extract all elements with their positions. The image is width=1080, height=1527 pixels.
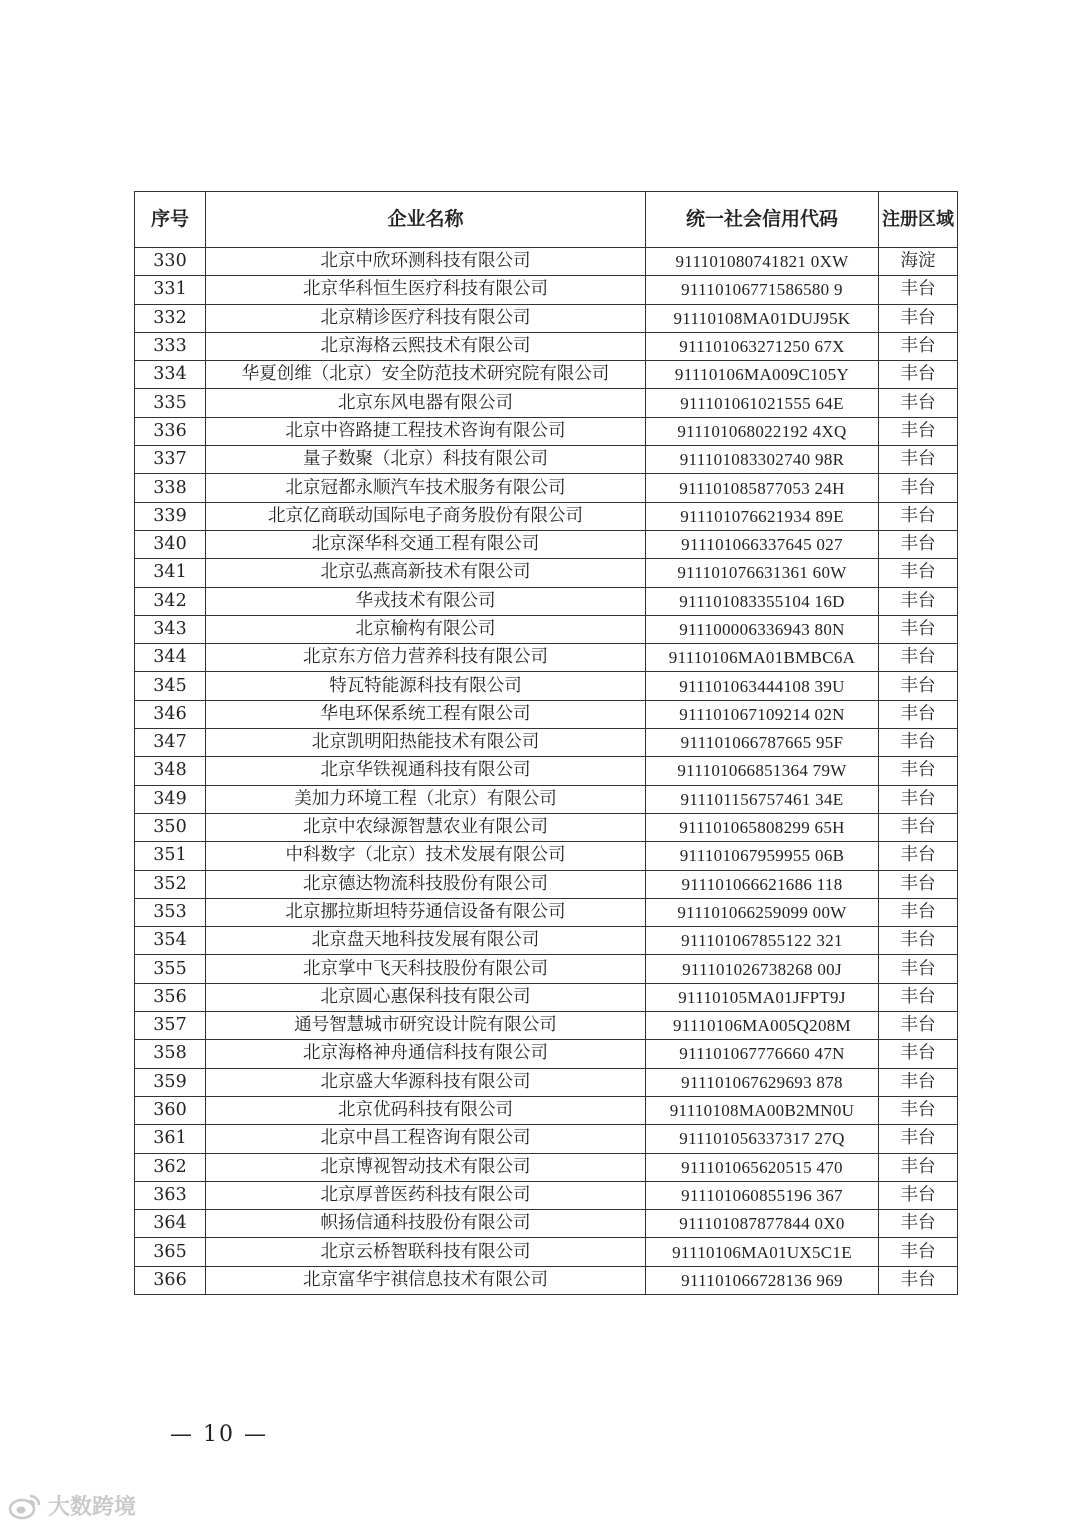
cell-credit-code: 911101066259099 00W — [646, 898, 879, 926]
cell-region: 海淀 — [879, 248, 958, 276]
table-row — [135, 785, 958, 813]
cell-region: 丰台 — [879, 304, 958, 332]
cell-credit-code: 911101065620515 470 — [646, 1153, 879, 1181]
cell-index: 345 — [135, 672, 206, 700]
cell-credit-code: 911101056337317 27Q — [646, 1125, 879, 1153]
table-row — [135, 1068, 958, 1096]
cell-credit-code: 911101060855196 367 — [646, 1181, 879, 1209]
cell-region: 丰台 — [879, 587, 958, 615]
cell-index: 338 — [135, 474, 206, 502]
cell-company-name: 北京中农绿源智慧农业有限公司 — [206, 813, 646, 841]
cell-region: 丰台 — [879, 813, 958, 841]
cell-index: 333 — [135, 332, 206, 360]
cell-credit-code: 911101066728136 969 — [646, 1266, 879, 1294]
cell-company-name: 北京圆心惠保科技有限公司 — [206, 983, 646, 1011]
cell-index: 354 — [135, 927, 206, 955]
cell-index: 358 — [135, 1040, 206, 1068]
cell-credit-code: 91110105MA01JFPT9J — [646, 983, 879, 1011]
cell-company-name: 北京冠都永顺汽车技术服务有限公司 — [206, 474, 646, 502]
cell-region: 丰台 — [879, 785, 958, 813]
cell-credit-code: 911101066787665 95F — [646, 729, 879, 757]
cell-index: 351 — [135, 842, 206, 870]
cell-credit-code: 91110106MA01BMBC6A — [646, 644, 879, 672]
cell-credit-code: 91110108MA00B2MN0U — [646, 1096, 879, 1124]
table-row — [135, 1153, 958, 1181]
cell-company-name: 北京云桥智联科技有限公司 — [206, 1238, 646, 1266]
table-row — [135, 672, 958, 700]
table-row — [135, 615, 958, 643]
cell-company-name: 华电环保系统工程有限公司 — [206, 700, 646, 728]
cell-index: 359 — [135, 1068, 206, 1096]
table-row — [135, 1012, 958, 1040]
cell-region: 丰台 — [879, 955, 958, 983]
cell-company-name: 华夏创维（北京）安全防范技术研究院有限公司 — [206, 361, 646, 389]
cell-company-name: 美加力环境工程（北京）有限公司 — [206, 785, 646, 813]
table-row — [135, 502, 958, 530]
cell-credit-code: 911101156757461 34E — [646, 785, 879, 813]
cell-region: 丰台 — [879, 389, 958, 417]
cell-index: 352 — [135, 870, 206, 898]
cell-company-name: 北京精诊医疗科技有限公司 — [206, 304, 646, 332]
cell-region: 丰台 — [879, 927, 958, 955]
cell-credit-code: 911101087877844 0X0 — [646, 1210, 879, 1238]
cell-index: 344 — [135, 644, 206, 672]
cell-region: 丰台 — [879, 644, 958, 672]
cell-index: 346 — [135, 700, 206, 728]
table-row — [135, 530, 958, 558]
cell-region: 丰台 — [879, 1210, 958, 1238]
cell-company-name: 北京东风电器有限公司 — [206, 389, 646, 417]
cell-company-name: 北京弘燕高新技术有限公司 — [206, 559, 646, 587]
table-row — [135, 417, 958, 445]
table-row — [135, 474, 958, 502]
cell-index: 336 — [135, 417, 206, 445]
cell-credit-code: 911101068022192 4XQ — [646, 417, 879, 445]
cell-credit-code: 911101080741821 0XW — [646, 248, 879, 276]
watermark — [8, 1490, 136, 1521]
cell-credit-code: 911101066851364 79W — [646, 757, 879, 785]
table-row — [135, 559, 958, 587]
cell-index: 357 — [135, 1012, 206, 1040]
cell-company-name: 北京海格神舟通信科技有限公司 — [206, 1040, 646, 1068]
table-row — [135, 700, 958, 728]
header-row — [135, 192, 958, 248]
cell-company-name: 北京博视智动技术有限公司 — [206, 1153, 646, 1181]
cell-company-name: 北京掌中飞天科技股份有限公司 — [206, 955, 646, 983]
cell-index: 334 — [135, 361, 206, 389]
enterprise-table — [134, 191, 958, 1295]
cell-index: 363 — [135, 1181, 206, 1209]
cell-company-name: 北京海格云熙技术有限公司 — [206, 332, 646, 360]
cell-region: 丰台 — [879, 983, 958, 1011]
cell-credit-code: 911101067776660 47N — [646, 1040, 879, 1068]
cell-index: 340 — [135, 530, 206, 558]
cell-credit-code: 911101063444108 39U — [646, 672, 879, 700]
cell-region: 丰台 — [879, 870, 958, 898]
table-row — [135, 446, 958, 474]
page-number: — 10 — — [170, 1422, 268, 1447]
cell-company-name: 北京盘天地科技发展有限公司 — [206, 927, 646, 955]
cell-index: 349 — [135, 785, 206, 813]
cell-company-name: 北京中咨路捷工程技术咨询有限公司 — [206, 417, 646, 445]
table-row — [135, 870, 958, 898]
table-row — [135, 757, 958, 785]
cell-index: 332 — [135, 304, 206, 332]
table-row — [135, 1181, 958, 1209]
weibo-logo-icon — [8, 1492, 42, 1520]
cell-region: 丰台 — [879, 1181, 958, 1209]
cell-company-name: 通号智慧城市研究设计院有限公司 — [206, 1012, 646, 1040]
table-row — [135, 927, 958, 955]
cell-index: 365 — [135, 1238, 206, 1266]
cell-company-name: 北京东方倍力营养科技有限公司 — [206, 644, 646, 672]
cell-region: 丰台 — [879, 842, 958, 870]
cell-company-name: 北京中昌工程咨询有限公司 — [206, 1125, 646, 1153]
header-name: 企业名称 — [206, 192, 646, 248]
table-row — [135, 276, 958, 304]
cell-company-name: 华戎技术有限公司 — [206, 587, 646, 615]
table-row — [135, 248, 958, 276]
cell-index: 331 — [135, 276, 206, 304]
table-row — [135, 332, 958, 360]
cell-region: 丰台 — [879, 1266, 958, 1294]
cell-credit-code: 91110106MA009C105Y — [646, 361, 879, 389]
cell-index: 361 — [135, 1125, 206, 1153]
cell-index: 335 — [135, 389, 206, 417]
cell-region: 丰台 — [879, 361, 958, 389]
cell-credit-code: 911101063271250 67X — [646, 332, 879, 360]
cell-credit-code: 911101026738268 00J — [646, 955, 879, 983]
cell-company-name: 北京优码科技有限公司 — [206, 1096, 646, 1124]
table-row — [135, 361, 958, 389]
cell-region: 丰台 — [879, 1068, 958, 1096]
table-row — [135, 644, 958, 672]
cell-region: 丰台 — [879, 615, 958, 643]
cell-index: 353 — [135, 898, 206, 926]
cell-region: 丰台 — [879, 1153, 958, 1181]
cell-company-name: 北京盛大华源科技有限公司 — [206, 1068, 646, 1096]
cell-credit-code: 91110106771586580 9 — [646, 276, 879, 304]
table-row — [135, 1096, 958, 1124]
cell-region: 丰台 — [879, 700, 958, 728]
table-header — [135, 192, 958, 248]
cell-index: 341 — [135, 559, 206, 587]
cell-company-name: 北京华科恒生医疗科技有限公司 — [206, 276, 646, 304]
cell-company-name: 北京亿商联动国际电子商务股份有限公司 — [206, 502, 646, 530]
cell-index: 348 — [135, 757, 206, 785]
cell-region: 丰台 — [879, 502, 958, 530]
cell-credit-code: 911101083355104 16D — [646, 587, 879, 615]
cell-region: 丰台 — [879, 729, 958, 757]
cell-index: 364 — [135, 1210, 206, 1238]
table-row — [135, 813, 958, 841]
cell-credit-code: 911101066337645 027 — [646, 530, 879, 558]
cell-index: 339 — [135, 502, 206, 530]
cell-credit-code: 91110108MA01DUJ95K — [646, 304, 879, 332]
header-region: 注册区域 — [879, 192, 958, 248]
cell-company-name: 北京榆构有限公司 — [206, 615, 646, 643]
cell-region: 丰台 — [879, 474, 958, 502]
watermark-text: 大数跨境 — [48, 1495, 137, 1520]
cell-region: 丰台 — [879, 672, 958, 700]
cell-region: 丰台 — [879, 1012, 958, 1040]
table-row — [135, 1040, 958, 1068]
cell-index: 330 — [135, 248, 206, 276]
cell-credit-code: 911101085877053 24H — [646, 474, 879, 502]
cell-index: 342 — [135, 587, 206, 615]
cell-index: 360 — [135, 1096, 206, 1124]
cell-company-name: 北京德达物流科技股份有限公司 — [206, 870, 646, 898]
cell-company-name: 北京凯明阳热能技术有限公司 — [206, 729, 646, 757]
cell-region: 丰台 — [879, 276, 958, 304]
table-row — [135, 304, 958, 332]
cell-credit-code: 911101076631361 60W — [646, 559, 879, 587]
table-row — [135, 587, 958, 615]
cell-region: 丰台 — [879, 898, 958, 926]
cell-region: 丰台 — [879, 530, 958, 558]
cell-region: 丰台 — [879, 1238, 958, 1266]
table-row — [135, 1125, 958, 1153]
cell-region: 丰台 — [879, 1096, 958, 1124]
table-row — [135, 1266, 958, 1294]
header-code: 统一社会信用代码 — [646, 192, 879, 248]
cell-company-name: 北京厚普医药科技有限公司 — [206, 1181, 646, 1209]
cell-index: 347 — [135, 729, 206, 757]
cell-credit-code: 91110106MA01UX5C1E — [646, 1238, 879, 1266]
cell-credit-code: 911101076621934 89E — [646, 502, 879, 530]
cell-region: 丰台 — [879, 757, 958, 785]
table-row — [135, 842, 958, 870]
cell-index: 366 — [135, 1266, 206, 1294]
cell-index: 337 — [135, 446, 206, 474]
cell-region: 丰台 — [879, 417, 958, 445]
cell-company-name: 北京华铁视通科技有限公司 — [206, 757, 646, 785]
cell-credit-code: 911101066621686 118 — [646, 870, 879, 898]
table-row — [135, 729, 958, 757]
cell-company-name: 中科数字（北京）技术发展有限公司 — [206, 842, 646, 870]
cell-company-name: 北京深华科交通工程有限公司 — [206, 530, 646, 558]
cell-region: 丰台 — [879, 446, 958, 474]
cell-index: 356 — [135, 983, 206, 1011]
table-row — [135, 898, 958, 926]
cell-credit-code: 911101067855122 321 — [646, 927, 879, 955]
header-index: 序号 — [135, 192, 206, 248]
cell-index: 343 — [135, 615, 206, 643]
cell-index: 362 — [135, 1153, 206, 1181]
cell-credit-code: 911101065808299 65H — [646, 813, 879, 841]
cell-company-name: 北京富华宇祺信息技术有限公司 — [206, 1266, 646, 1294]
cell-credit-code: 91110106MA005Q208M — [646, 1012, 879, 1040]
cell-company-name: 北京挪拉斯坦特芬通信设备有限公司 — [206, 898, 646, 926]
cell-credit-code: 911101083302740 98R — [646, 446, 879, 474]
table-row — [135, 1238, 958, 1266]
cell-index: 355 — [135, 955, 206, 983]
cell-region: 丰台 — [879, 1040, 958, 1068]
cell-company-name: 北京中欣环测科技有限公司 — [206, 248, 646, 276]
table-row — [135, 389, 958, 417]
cell-company-name: 量子数聚（北京）科技有限公司 — [206, 446, 646, 474]
cell-credit-code: 911101067109214 02N — [646, 700, 879, 728]
cell-index: 350 — [135, 813, 206, 841]
cell-region: 丰台 — [879, 1125, 958, 1153]
cell-region: 丰台 — [879, 559, 958, 587]
table-body — [135, 248, 958, 1295]
cell-credit-code: 911101067629693 878 — [646, 1068, 879, 1096]
cell-credit-code: 911101067959955 06B — [646, 842, 879, 870]
cell-company-name: 帜扬信通科技股份有限公司 — [206, 1210, 646, 1238]
cell-credit-code: 911100006336943 80N — [646, 615, 879, 643]
table-row — [135, 1210, 958, 1238]
cell-region: 丰台 — [879, 332, 958, 360]
table-row — [135, 955, 958, 983]
cell-company-name: 特瓦特能源科技有限公司 — [206, 672, 646, 700]
cell-credit-code: 911101061021555 64E — [646, 389, 879, 417]
table-row — [135, 983, 958, 1011]
